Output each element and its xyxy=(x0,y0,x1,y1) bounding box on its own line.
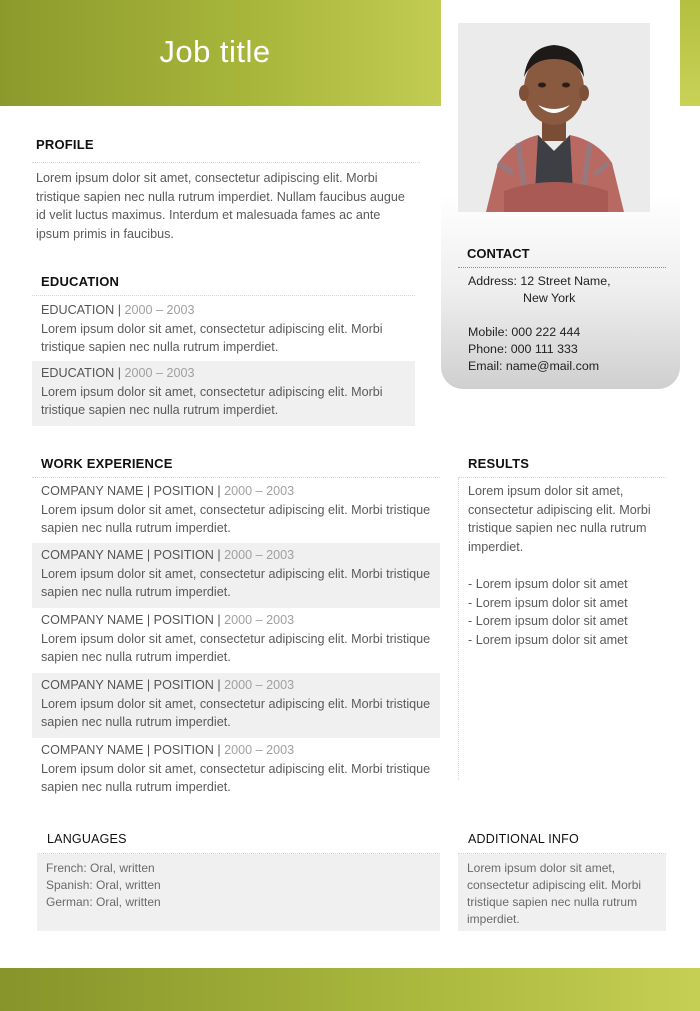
entry-separator: | xyxy=(213,678,225,692)
results-bullets xyxy=(468,575,668,650)
results-divider xyxy=(458,477,666,478)
entry-separator: | xyxy=(213,613,225,627)
address-line2: New York xyxy=(523,291,576,305)
entry-date: 2000 – 2003 xyxy=(224,678,295,692)
entry-description: Lorem ipsum dolor sit amet, consectetur adipiscing elit. Morbi tristique sapien nec nulla rutrum imperdiet. xyxy=(41,761,431,795)
phone-label: Phone: xyxy=(468,342,508,356)
results-bullet: - Lorem ipsum dolor sit amet xyxy=(468,633,628,648)
entry-separator: | xyxy=(213,548,225,562)
contact-phone xyxy=(468,341,578,358)
entry-date: 2000 – 2003 xyxy=(224,484,295,498)
work-entry xyxy=(32,479,440,543)
email-label: Email: xyxy=(468,359,503,373)
entry-label: COMPANY NAME | POSITION xyxy=(41,743,214,757)
contact-email xyxy=(468,358,599,375)
entry-date: 2000 – 2003 xyxy=(124,303,195,317)
entry-label: COMPANY NAME | POSITION xyxy=(41,548,214,562)
entry-description: Lorem ipsum dolor sit amet, consectetur adipiscing elit. Morbi tristique sapien nec nulla rutrum imperdiet. xyxy=(41,384,383,418)
entry-label: COMPANY NAME | POSITION xyxy=(41,613,214,627)
entry-label: EDUCATION xyxy=(41,366,115,380)
entry-separator: | xyxy=(213,743,225,757)
work-entry xyxy=(32,673,440,738)
results-title: RESULTS xyxy=(468,456,530,471)
language-item: Spanish: Oral, written xyxy=(46,878,161,892)
additional-title: ADDITIONAL INFO xyxy=(468,832,579,846)
results-side-rule xyxy=(458,478,459,780)
contact-divider xyxy=(458,267,666,268)
work-entry xyxy=(32,608,440,673)
contact-title: CONTACT xyxy=(467,246,530,261)
results-bullet: - Lorem ipsum dolor sit amet xyxy=(468,614,628,629)
contact-address xyxy=(468,273,611,290)
entry-separator: | xyxy=(114,366,125,380)
work-entry-head xyxy=(41,676,431,695)
results-text: Lorem ipsum dolor sit amet, consectetur adipiscing elit. Morbi tristique sapien nec nulla rutrum imperdiet. xyxy=(468,484,651,555)
work-entry-head xyxy=(41,546,431,565)
languages-title: LANGUAGES xyxy=(47,832,127,846)
address-label: Address: xyxy=(468,274,517,288)
profile-text: Lorem ipsum dolor sit amet, consectetur adipiscing elit. Morbi tristique sapien nec nulla rutrum imperdiet. Nullam faucibus augue id velit luctus maximus. Interdum et malesuada fames ac ante ipsum primis in faucibus. xyxy=(36,171,405,242)
work-entry xyxy=(32,543,440,608)
profile-photo xyxy=(458,23,650,212)
education-entry-head xyxy=(41,364,406,383)
entry-date: 2000 – 2003 xyxy=(224,743,295,757)
additional-text: Lorem ipsum dolor sit amet, consectetur adipiscing elit. Morbi tristique sapien nec nulla rutrum imperdiet. xyxy=(467,861,642,926)
entry-separator: | xyxy=(114,303,125,317)
entry-label: EDUCATION xyxy=(41,303,115,317)
language-item: German: Oral, written xyxy=(46,895,161,909)
results-bullet: - Lorem ipsum dolor sit amet xyxy=(468,577,628,591)
work-divider xyxy=(32,477,440,478)
entry-description: Lorem ipsum dolor sit amet, consectetur adipiscing elit. Morbi tristique sapien nec nulla rutrum imperdiet. xyxy=(41,696,431,730)
footer-band xyxy=(0,968,700,1011)
entry-date: 2000 – 2003 xyxy=(224,613,295,627)
profile-divider xyxy=(32,162,420,163)
languages-box xyxy=(37,854,440,931)
entry-description: Lorem ipsum dolor sit amet, consectetur adipiscing elit. Morbi tristique sapien nec nulla rutrum imperdiet. xyxy=(41,566,431,600)
phone-value: 000 111 333 xyxy=(510,342,578,356)
work-title: WORK EXPERIENCE xyxy=(41,456,173,471)
email-value[interactable]: name@mail.com xyxy=(505,359,600,373)
entry-description: Lorem ipsum dolor sit amet, consectetur adipiscing elit. Morbi tristique sapien nec nulla rutrum imperdiet. xyxy=(41,631,431,665)
entry-date: 2000 – 2003 xyxy=(124,366,195,380)
mobile-value: 000 222 444 xyxy=(511,325,581,339)
additional-box xyxy=(458,854,666,931)
portrait-photo-icon xyxy=(458,23,650,212)
entry-label: COMPANY NAME | POSITION xyxy=(41,484,214,498)
work-entry-head xyxy=(41,611,431,630)
work-entry-head xyxy=(41,741,431,760)
contact-mobile xyxy=(468,324,580,341)
entry-description: Lorem ipsum dolor sit amet, consectetur adipiscing elit. Morbi tristique sapien nec nulla rutrum imperdiet. xyxy=(41,502,431,536)
mobile-label: Mobile: xyxy=(468,325,508,339)
profile-title: PROFILE xyxy=(36,137,94,152)
work-entry xyxy=(32,738,440,803)
address-line1: 12 Street Name, xyxy=(520,274,611,288)
results-bullet: - Lorem ipsum dolor sit amet xyxy=(468,595,628,610)
job-title: Job title xyxy=(159,34,271,69)
entry-label: COMPANY NAME | POSITION xyxy=(41,678,214,692)
education-entry xyxy=(32,361,415,426)
entry-separator: | xyxy=(213,484,225,498)
education-entry xyxy=(32,298,415,360)
education-title: EDUCATION xyxy=(41,274,120,289)
work-entry-head xyxy=(41,482,431,501)
language-item: French: Oral, written xyxy=(46,861,155,875)
header-accent-right xyxy=(680,0,700,106)
education-entry-head xyxy=(41,301,406,320)
education-divider xyxy=(32,295,415,296)
entry-date: 2000 – 2003 xyxy=(224,548,295,562)
entry-description: Lorem ipsum dolor sit amet, consectetur adipiscing elit. Morbi tristique sapien nec nulla rutrum imperdiet. xyxy=(41,321,383,355)
